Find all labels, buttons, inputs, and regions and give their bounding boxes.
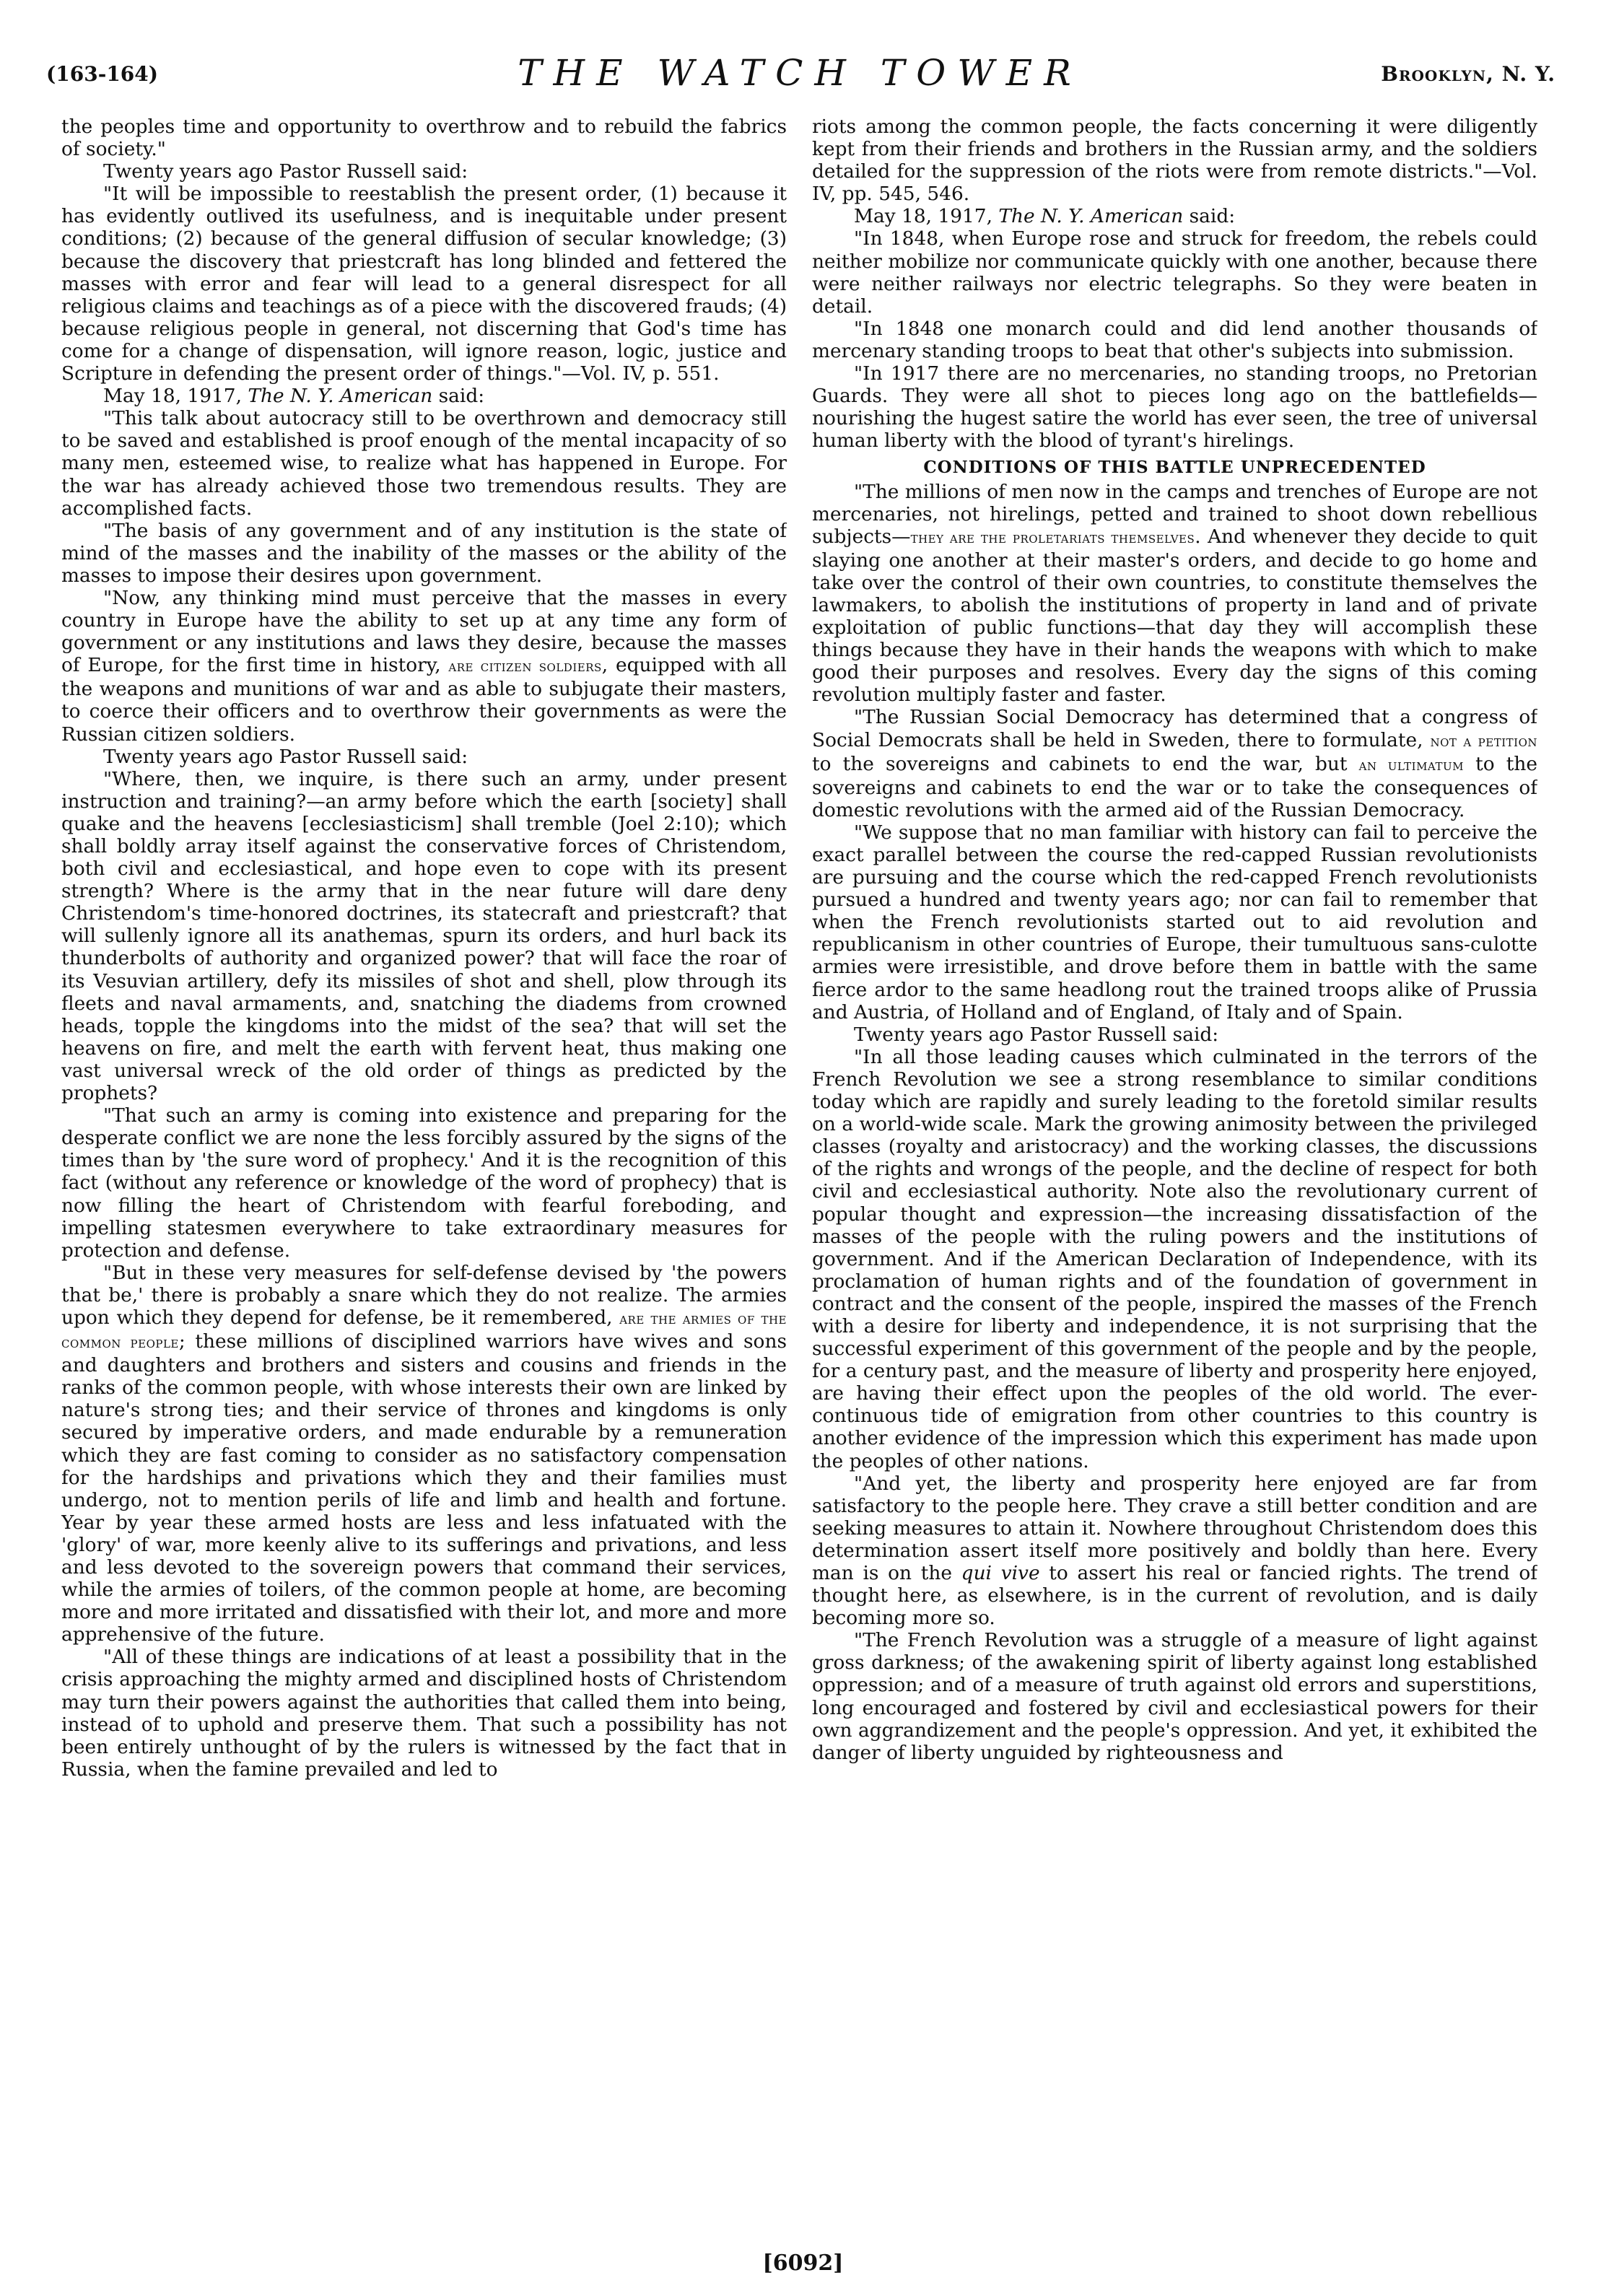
small-caps-phrase: an ultimatum — [1358, 756, 1464, 774]
paragraph: "In 1848 one monarch could and did lend another thousands of mercenary standing troops to beat that other's subjects into submission. — [812, 317, 1537, 362]
paragraph: Twenty years ago Pastor Russell said: — [103, 745, 468, 768]
publication-title: THE WATCH TOWER — [518, 52, 1083, 94]
italic-phrase: qui vive — [961, 1562, 1040, 1584]
paragraph: "All of these things are indications of at least a possibility that in the crisis approaching the mighty armed and disciplined hosts of Christendom may turn their powers against the authorities that called them into being, instead of to uphold and preserve them. That such a possibility has not been entirely unthought of by the rulers is witnessed by the fact that in Russia, when the famine prevailed and led to — [61, 1646, 787, 1781]
paragraph: "In 1917 there are no mercenaries, no standing troops, no Pretorian Guards. They were all shot to pieces long ago on the battlefields—nourishing the hugest satire the world has ever seen, the tree of universal human liberty with the blood of tyrant's hirelings. — [812, 362, 1537, 453]
text-run: May 18, 1917, — [103, 385, 248, 408]
text-run: "But in these very measures for self-defense devised by 'the powers that be,' there is probably a snare which they do not realize. The armies upon which they depend for defense, be it remembered, — [61, 1261, 787, 1329]
paragraph: Twenty years ago Pastor Russell said: — [854, 1023, 1219, 1046]
paragraph — [812, 205, 1537, 227]
text-run: May 18, 1917, — [854, 205, 999, 228]
paragraph: the peoples time and opportunity to overthrow and to rebuild the fabrics of society." — [61, 115, 787, 161]
small-caps-phrase: they are the proletariats themselves — [910, 528, 1195, 547]
page-number: [6092] — [762, 2251, 844, 2276]
paragraph: "Where, then, we inquire, is there such an army, under present instruction and training?—an army before which the earth [society] shall quake and the heavens [ecclesiasticism] shall tremble (Joel 2:10); which shall boldly array itself against the conservative forces of Christendom, both civil and ecclesiastical, and hope even to cope with its present strength? Where is the army that in the near future will dare deny Christendom's time-honored doctrines, its statecraft and priestcraft? that will sullenly ignore all its anathemas, spurn its orders, and hurl back its thunderbolts of authority and organized power? that will face the roar of its Vesuvian artillery, defy its missiles of shot and shell, plow through its fleets and naval armaments, and, snatching the diadems from crowned heads, topple the kingdoms into the midst of the sea? that will set the heavens on fire, and melt the earth with fervent heat, thus making one vast universal wreck of the old order of things as predicted by the prophets? — [61, 767, 787, 1105]
text-run: to the sovereigns and cabinets to end the war or to take the consequences of domestic revolutions with the armed aid of the Russian Democracy. — [812, 752, 1537, 821]
text-run: "The Russian Social Democracy has determined that a congress of Social Democrats shall be held in Sweden, there to formulate, — [812, 706, 1537, 751]
text-run: "And yet, the liberty and prosperity here enjoyed are far from satisfactory to the people here. They crave a still better condition and are seeking measures to attain it. Nowhere throughout Christendom does this determination assert itself more positively and boldly than here. Every man is on the — [812, 1472, 1537, 1584]
section-heading: CONDITIONS OF THIS BATTLE UNPRECEDENTED — [923, 458, 1426, 478]
text-run: to the sovereigns and cabinets to end the war, but — [812, 752, 1359, 775]
small-caps-phrase: are the armies of the common people — [61, 1309, 787, 1353]
left-column — [61, 115, 787, 2223]
text-run: said: — [1183, 205, 1236, 228]
paragraph — [812, 706, 1537, 821]
text-run: "The millions of men now in the camps and trenches of Europe are not mercenaries, not hirelings, petted and trained to shoot down rebellious subjects— — [812, 480, 1537, 548]
paragraph: "In 1848, when Europe rose and struck for freedom, the rebels could neither mobilize nor communicate quickly with one another, because there were neither railways nor electric telegraphs. So they were beaten in detail. — [812, 227, 1537, 318]
text-run: said: — [432, 385, 485, 408]
paragraph: "It will be impossible to reestablish the present order, (1) because it has evidently outlived its usefulness, and is inequitable under present conditions; (2) because of the general diffusion of secular knowledge; (3) because the discovery that priestcraft has long blinded and fettered the masses with error and fear will lead to a general disrespect for all religious claims and teachings as of a piece with the discovered frauds; (4) because religious people in general, not discerning that God's time has come for a change of dispensation, will ignore reason, logic, justice and Scripture in defending the present order of things."—Vol. IV, p. 551. — [61, 183, 787, 385]
page-header — [40, 52, 1560, 102]
small-caps-phrase: not a petition — [1430, 732, 1537, 751]
location: Brooklyn, N. Y. — [1381, 62, 1555, 86]
paragraph: "The French Revolution was a struggle of a measure of light against gross darkness; of the awakening spirit of liberty against long established oppression; and of a measure of truth against old errors and superstitions, long encouraged and fostered by civil and ecclesiastical powers for their own aggrandizement and the people's oppression. And yet, it exhibited the danger of liberty unguided by righteousness and — [812, 1629, 1537, 1764]
paragraph — [61, 1262, 787, 1646]
text-run: , equipped with all the weapons and munitions of war and as able to subjugate their masters, to coerce their officers and to overthrow their governments as were the Russian citizen soldiers. — [61, 654, 787, 746]
paragraph: "In all those leading causes which culminated in the terrors of the French Revolution we see a strong resemblance to similar conditions today which are rapidly and surely leading to the foretold similar results on a world-wide scale. Mark the growing animosity between the privileged classes (royalty and aristocracy) and the working classes, the discussions of the rights and wrongs of the people, and the decline of respect for both civil and ecclesiastical authority. Note also the revolutionary current of popular thought and expression—the increasing dissatisfaction of the masses of the people with the ruling powers and the institutions of government. And if the American Declaration of Independence, with its proclamation of human rights and of the foundation of government in contract and the consent of the people, inspired the masses of the French with a desire for liberty and independence, it is not surprising that the successful experiment of this government of the people and by the people, for a century past, and the measure of liberty and prosperity here enjoyed, are having their effect upon the peoples of the old world. The ever-continuous tide of emigration from other countries to this country is another evidence of the impression which this experiment has made upon the peoples of other nations. — [812, 1045, 1537, 1472]
page-range: (163-164) — [46, 62, 159, 86]
newspaper-name: The N. Y. American — [248, 385, 433, 408]
newspaper-name: The N. Y. American — [998, 205, 1184, 228]
paragraph: "The basis of any government and of any institution is the state of mind of the masses and the inability of the masses or the ability of the masses to impose their desires upon government. — [61, 519, 787, 587]
paragraph: "This talk about autocracy still to be overthrown and democracy still to be saved and established is proof enough of the mental incapacity of so many men, esteemed wise, to realize what has happened in Europe. For the war has already achieved those two tremendous results. They are accomplished facts. — [61, 407, 787, 520]
text-run: ; these millions of disciplined warriors have wives and sons and daughters and brothers and sisters and cousins and friends in the ranks of the common people, with whose interests their own are linked by nature's strong ties; and their service of thrones and kingdoms is only secured by imperative orders, and made endurable by a remuneration which they are fast coming to consider as no satisfactory compensation for the hardships and privations which they and their families must undergo, not to mention perils of life and limb and health and fortune. Year by year these armed hosts are less and less infatuated with the 'glory' of war, more keenly alive to its sufferings and privations, and less and less devoted to the sovereign powers that command their services, while the armies of toilers, of the common people at home, are becoming more and more irritated and dissatisfied with their lot, and more and more apprehensive of the future. — [61, 1330, 787, 1646]
paragraph: "We suppose that no man familiar with history can fail to perceive the exact parallel between the course the red-capped Russian revolutionists are pursuing and the course which the red-capped French revolutionists pursued a hundred and twenty years ago; nor can fail to remember that when the French revolutionists started out to aid revolution and republicanism in other countries of Europe, their tumultuous sans-culotte armies were irresistible, and drove before them in battle with the same fierce ardor to the same headlong rout the trained troops alike of Prussia and Austria, of Holland and of England, of Italy and of Spain. — [812, 821, 1537, 1023]
paragraph: Twenty years ago Pastor Russell said: — [103, 160, 468, 183]
paragraph: riots among the common people, the facts concerning it were diligently kept from their friends and brothers in the Russian army, and the soldiers detailed for the suppression of the riots were from remote districts."—Vol. IV, pp. 545, 546. — [812, 115, 1537, 206]
text-run: . And whenever they decide to quit slaying one another at their master's orders, and decide to go home and take over the control of their own countries, to constitute themselves the lawmakers, to abolish the institutions of property in land and of private exploitation of public functions—that day they will accomplish these things because they have in their hands the weapons with which to make good their purposes and resolves. Every day the signs of this coming revolution multiply faster and faster. — [812, 525, 1537, 707]
text-run: to assert his real or fancied rights. The trend of thought here, as elsewhere, is in the current of revolution, and is daily becoming more so. — [812, 1562, 1537, 1630]
paragraph — [812, 1472, 1537, 1630]
small-caps-phrase: are citizen soldiers — [448, 658, 602, 676]
right-column — [812, 115, 1537, 2223]
paragraph — [812, 481, 1537, 707]
paragraph — [61, 385, 787, 407]
paragraph: "That such an army is coming into existence and preparing for the desperate conflict we are none the less forcibly assured by the signs of the times than by 'the sure word of prophecy.' And it is the recognition of this fact (without any reference or knowledge of the word of prophecy) that is now filling the heart of Christendom with fearful foreboding, and impelling statesmen everywhere to take extraordinary measures for protection and defense. — [61, 1104, 787, 1262]
paragraph — [61, 587, 787, 746]
text-run: "Now, any thinking mind must perceive that the masses in every country in Europe have the ability to set up at any time any form of government or any institutions and laws they desire, because the masses of Europe, for the first time in history, — [61, 586, 787, 677]
